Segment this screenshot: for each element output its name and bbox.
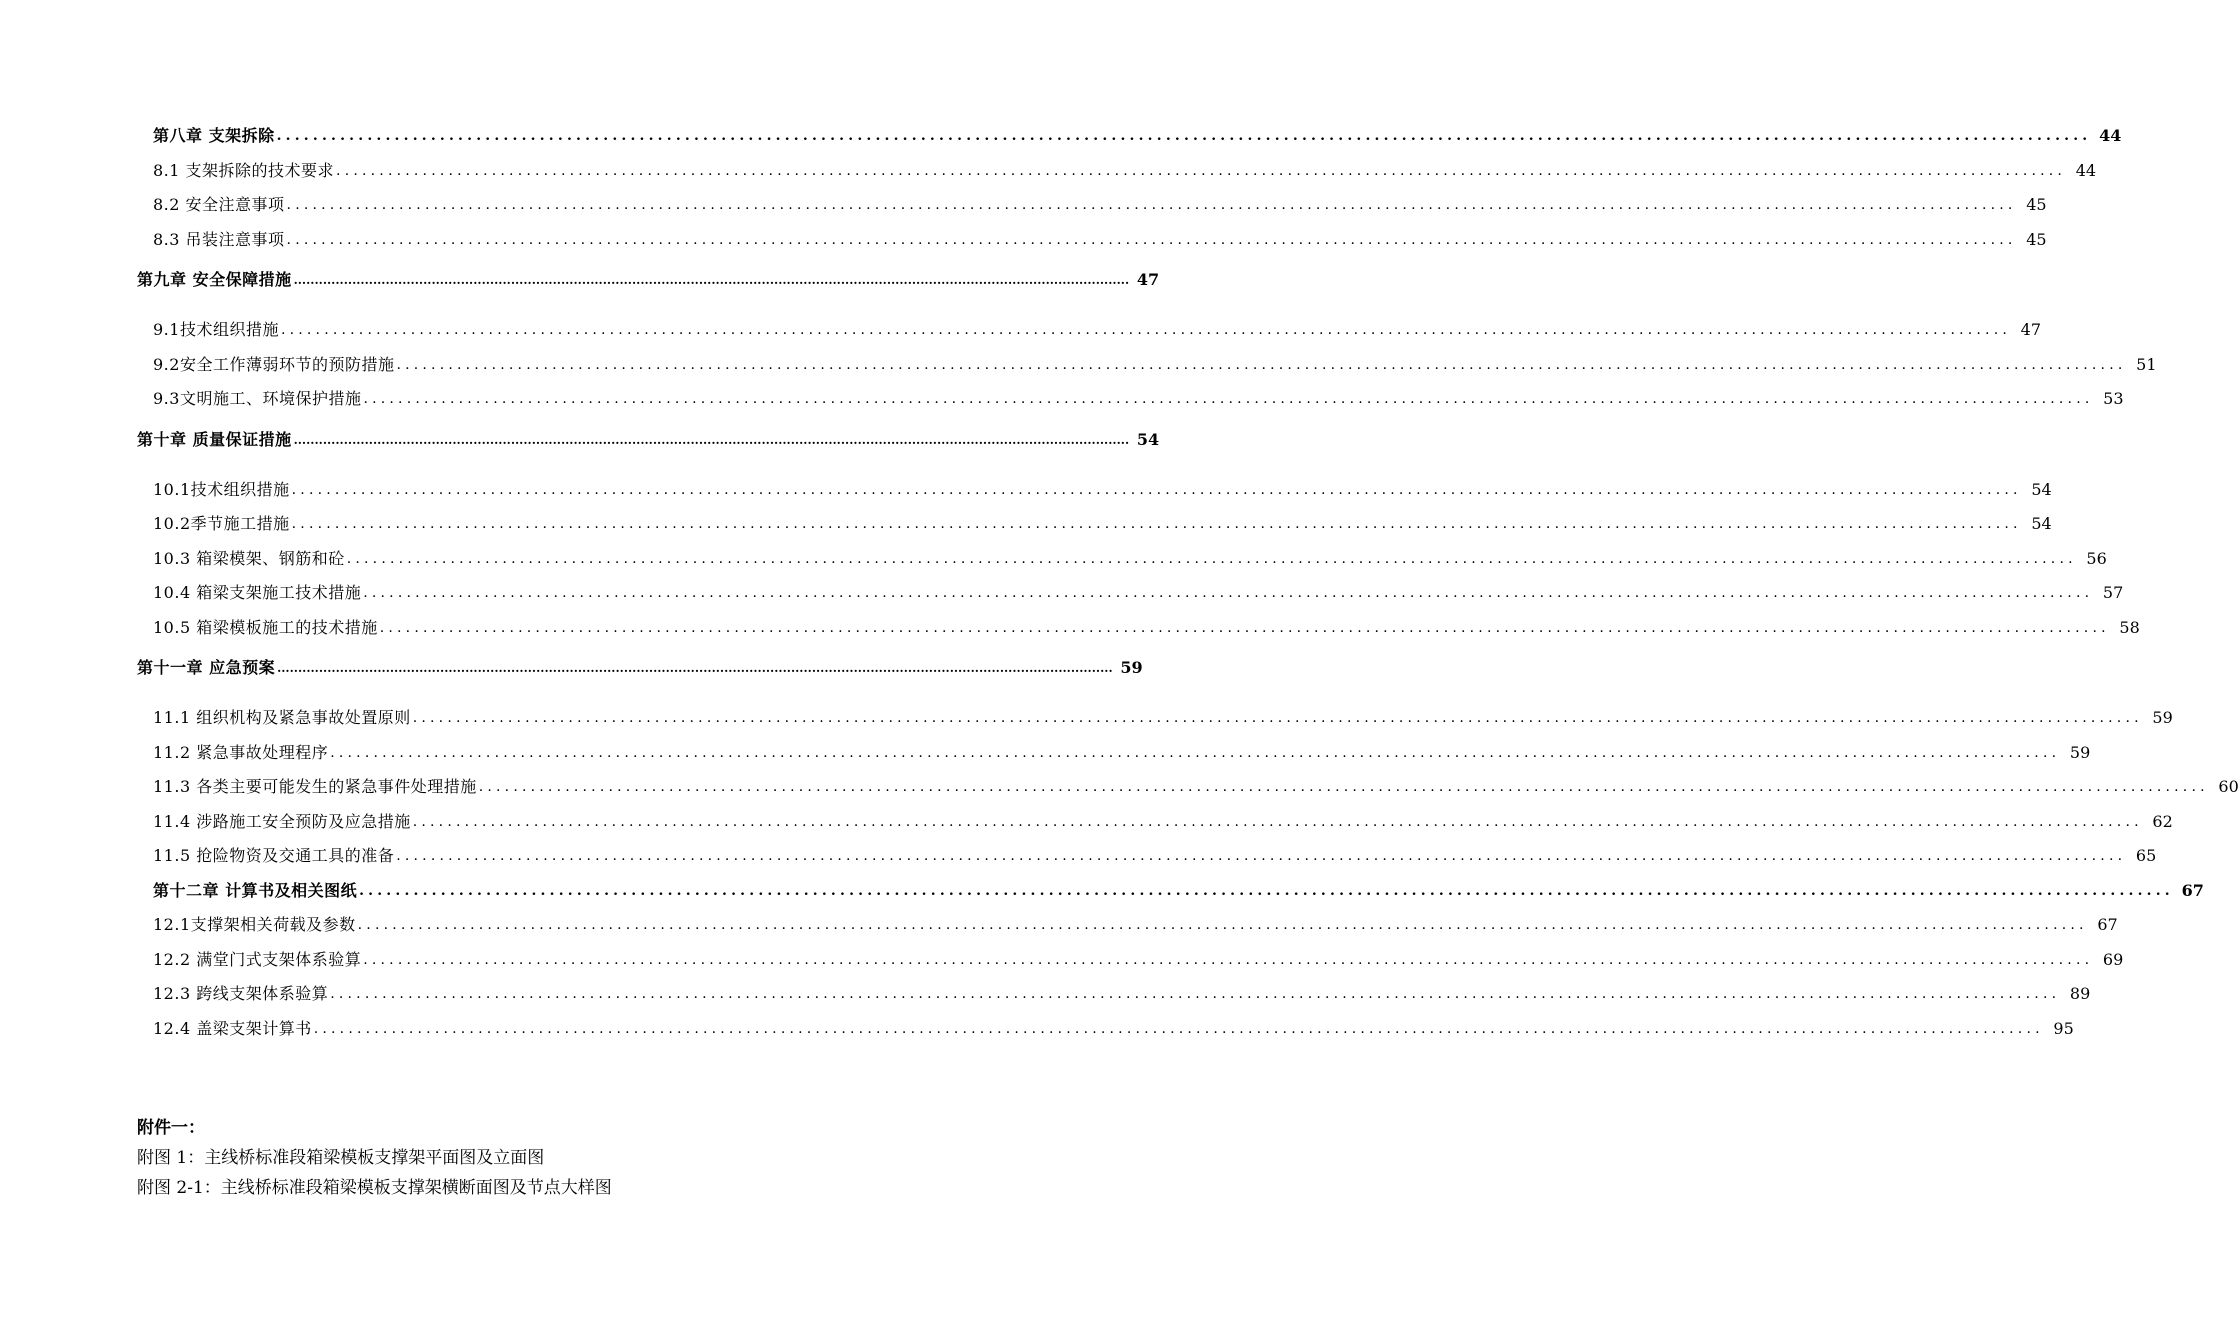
- toc-leader-dots: ........................................................................................................................................................................................................: [396, 356, 2127, 373]
- toc-entry-label: 8.3 吊装注意事项: [153, 229, 285, 249]
- toc-page-number: 89: [2069, 984, 2091, 1004]
- toc-entry-label: 11.1 组织机构及紧急事故处置原则: [153, 708, 411, 728]
- toc-page-number: 54: [2031, 479, 2052, 499]
- toc-entry-label: 第九章 安全保障措施: [137, 270, 292, 289]
- toc-page-number: 53: [2103, 389, 2124, 409]
- toc-page-number: 67: [2181, 880, 2204, 900]
- toc-entry-label: 10.3 箱梁模架、钢筋和砼: [153, 548, 345, 568]
- toc-leader-dots: ........................................................................................................................................................................................................: [291, 516, 2022, 533]
- toc-leader-dots: ........................................................................................................................................................................................................: [396, 848, 2127, 865]
- toc-page-number: 47: [2020, 320, 2041, 340]
- toc-page-number: 59: [1120, 658, 1143, 677]
- toc-leader-dots: ........................................................................................................................................................................................................: [276, 128, 2092, 145]
- toc-entry[interactable]: [0, 473, 2052, 508]
- toc-leader-dots: ........................................................................................................................................................................................................: [336, 162, 2067, 179]
- toc-entry[interactable]: [0, 223, 2047, 258]
- toc-page-number: 45: [2026, 229, 2047, 249]
- attachment-figure-1: 附图 1：主线桥标准段箱梁模板支撑架平面图及立面图: [137, 1148, 545, 1168]
- toc-leader-dots: ........................................................................................................................................................................................................: [293, 273, 1130, 287]
- toc-page-number: 47: [1136, 270, 1160, 289]
- toc-leader-dots: ........................................................................................................................................................................................................: [363, 951, 2094, 968]
- toc-page-number: 59: [2152, 708, 2173, 728]
- toc-leader-dots: ........................................................................................................................................................................................................: [291, 481, 2022, 498]
- toc-leader-dots: ........................................................................................................................................................................................................: [379, 619, 2110, 636]
- toc-leader-dots: ........................................................................................................................................................................................................: [277, 661, 1113, 675]
- toc-entry-label: 9.2安全工作薄弱环节的预防措施: [153, 354, 395, 374]
- toc-entry[interactable]: [0, 188, 2047, 223]
- toc-entry[interactable]: [0, 943, 2124, 978]
- toc-leader-dots: ........................................................................................................................................................................................................: [286, 231, 2017, 248]
- toc-entry-label: 9.1技术组织措施: [153, 320, 279, 340]
- toc-entry[interactable]: [0, 701, 2173, 736]
- table-of-contents: [0, 119, 2239, 1046]
- toc-leader-dots: ........................................................................................................................................................................................................: [359, 882, 2174, 899]
- toc-entry-label: 11.2 紧急事故处理程序: [153, 742, 329, 762]
- toc-entry-label: 12.2 满堂门式支架体系验算: [153, 949, 362, 969]
- attachment-title: 附件一：: [137, 1118, 205, 1138]
- toc-entry[interactable]: [0, 542, 2107, 577]
- toc-page-number: 56: [2086, 548, 2107, 568]
- toc-entry[interactable]: [0, 348, 2157, 383]
- toc-entry[interactable]: [0, 805, 2173, 840]
- toc-leader-dots: ........................................................................................................................................................................................................: [478, 779, 2209, 796]
- toc-chapter-entry[interactable]: [0, 257, 1160, 313]
- toc-entry-label: 9.3文明施工、环境保护措施: [153, 389, 362, 409]
- toc-page-number: 59: [2069, 742, 2091, 762]
- attachment-figure-2-1: 附图 2-1：主线桥标准段箱梁模板支撑架横断面图及节点大样图: [137, 1178, 612, 1198]
- toc-page-number: 44: [2075, 160, 2097, 180]
- toc-entry-label: 11.4 涉路施工安全预防及应急措施: [153, 811, 411, 831]
- toc-chapter-entry[interactable]: [0, 119, 2122, 154]
- toc-page-number: 65: [2135, 846, 2157, 866]
- toc-leader-dots: ........................................................................................................................................................................................................: [330, 744, 2061, 761]
- toc-entry-label: 12.3 跨线支架体系验算: [153, 984, 329, 1004]
- toc-entry-label: 10.5 箱梁模板施工的技术措施: [153, 617, 378, 637]
- toc-leader-dots: ........................................................................................................................................................................................................: [313, 1020, 2044, 1037]
- toc-entry-label: 10.1技术组织措施: [153, 479, 290, 499]
- toc-leader-dots: ........................................................................................................................................................................................................: [286, 197, 2017, 214]
- toc-entry[interactable]: [0, 507, 2052, 542]
- toc-chapter-entry[interactable]: [0, 645, 1143, 701]
- toc-page-number: 60: [2218, 777, 2239, 797]
- toc-page-number: 54: [1136, 429, 1160, 449]
- toc-entry[interactable]: [0, 576, 2124, 611]
- toc-entry-label: 8.1 支架拆除的技术要求: [153, 160, 335, 180]
- toc-page-number: 44: [2099, 126, 2122, 146]
- toc-entry[interactable]: [0, 1012, 2074, 1047]
- toc-chapter-entry[interactable]: [0, 417, 1160, 473]
- toc-page-number: 45: [2026, 195, 2047, 215]
- toc-page-number: 54: [2031, 514, 2052, 534]
- toc-leader-dots: ........................................................................................................................................................................................................: [363, 391, 2094, 408]
- toc-leader-dots: ........................................................................................................................................................................................................: [363, 585, 2094, 602]
- toc-entry[interactable]: [0, 839, 2157, 874]
- toc-page-number: 62: [2152, 811, 2173, 831]
- toc-entry-label: 第八章 支架拆除: [153, 126, 275, 146]
- toc-entry-label: 10.4 箱梁支架施工技术措施: [153, 583, 362, 603]
- toc-entry[interactable]: [0, 611, 2140, 646]
- toc-leader-dots: ........................................................................................................................................................................................................: [412, 813, 2143, 830]
- toc-leader-dots: ........................................................................................................................................................................................................: [346, 550, 2077, 567]
- toc-page-number: 51: [2136, 354, 2157, 374]
- toc-page-number: 69: [2102, 949, 2124, 969]
- toc-entry[interactable]: [0, 977, 2091, 1012]
- toc-chapter-entry[interactable]: [0, 874, 2204, 909]
- toc-page-number: 58: [2119, 617, 2140, 637]
- toc-entry-label: 8.2 安全注意事项: [153, 195, 285, 215]
- toc-entry[interactable]: [0, 908, 2118, 943]
- toc-entry-label: 第十一章 应急预案: [137, 658, 276, 677]
- toc-entry-label: 12.4 盖梁支架计算书: [153, 1018, 312, 1038]
- toc-leader-dots: ........................................................................................................................................................................................................: [293, 432, 1130, 447]
- toc-page-number: 67: [2097, 915, 2118, 935]
- toc-entry-label: 10.2季节施工措施: [153, 514, 290, 534]
- toc-entry[interactable]: [0, 154, 2097, 189]
- toc-leader-dots: ........................................................................................................................................................................................................: [280, 322, 2011, 339]
- toc-page-number: 57: [2102, 583, 2124, 603]
- toc-entry-label: 11.3 各类主要可能发生的紧急事件处理措施: [153, 777, 477, 797]
- toc-entry-label: 12.1支撑架相关荷载及参数: [153, 915, 356, 935]
- toc-entry[interactable]: [0, 770, 2239, 805]
- toc-entry[interactable]: [0, 382, 2124, 417]
- toc-entry-label: 第十章 质量保证措施: [137, 429, 292, 449]
- attachment-section: [137, 1113, 612, 1203]
- toc-leader-dots: ........................................................................................................................................................................................................: [412, 710, 2143, 727]
- toc-entry[interactable]: [0, 313, 2041, 348]
- toc-leader-dots: ........................................................................................................................................................................................................: [357, 917, 2088, 934]
- toc-leader-dots: ........................................................................................................................................................................................................: [330, 986, 2061, 1003]
- toc-entry[interactable]: [0, 736, 2091, 771]
- toc-page-number: 95: [2053, 1018, 2074, 1038]
- toc-entry-label: 11.5 抢险物资及交通工具的准备: [153, 846, 395, 866]
- toc-entry-label: 第十二章 计算书及相关图纸: [153, 880, 358, 900]
